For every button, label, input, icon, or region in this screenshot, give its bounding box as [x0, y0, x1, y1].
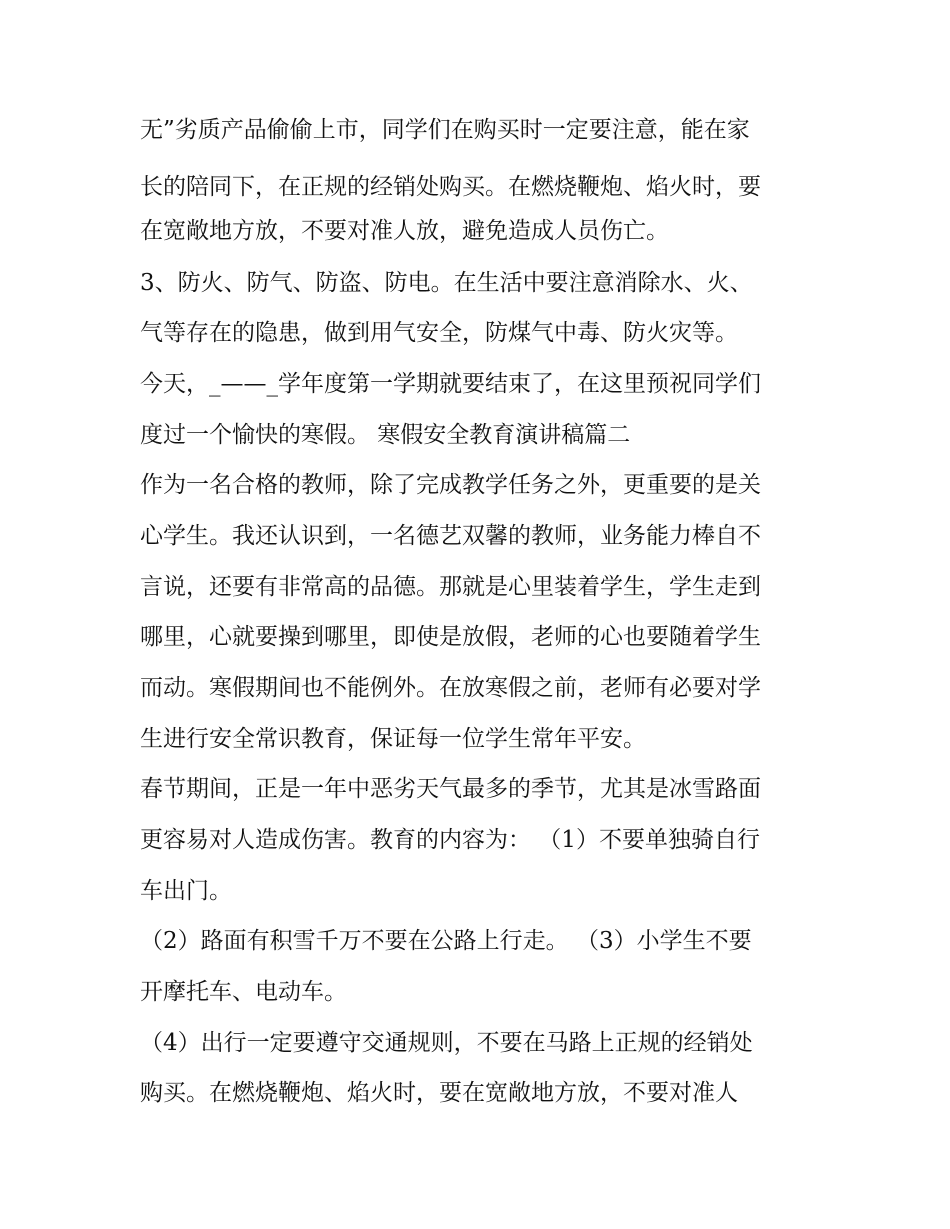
text-line-20: 购买。在燃烧鞭炮、焰火时，要在宽敞地方放，不要对准人 — [140, 1080, 738, 1106]
text-line-4: 3、防火、防气、防盗、防电。在生活中要注意消除水、火、 — [140, 270, 753, 296]
text-line-17: （2）路面有积雪千万不要在公路上行走。 （3）小学生不要 — [140, 928, 752, 954]
text-line-19: （4）出行一定要遵守交通规则，不要在马路上正规的经销处 — [140, 1030, 753, 1056]
text-line-2: 长的陪同下，在正规的经销处购买。在燃烧鞭炮、焰火时，要 — [140, 174, 761, 200]
text-line-5: 气等存在的隐患，做到用气安全，防煤气中毒、防火灾等。 — [140, 320, 738, 346]
text-line-7: 度过一个愉快的寒假。 寒假安全教育演讲稿篇二 — [140, 422, 631, 448]
text-line-3: 在宽敞地方放，不要对准人放，避免造成人员伤亡。 — [140, 218, 669, 244]
text-line-12: 而动。寒假期间也不能例外。在放寒假之前，老师有必要对学 — [140, 675, 761, 701]
text-line-9: 心学生。我还认识到，一名德艺双馨的教师，业务能力棒自不 — [140, 523, 761, 549]
text-line-8: 作为一名合格的教师，除了完成教学任务之外，更重要的是关 — [140, 472, 761, 498]
text-line-13: 生进行安全常识教育，保证每一位学生常年平安。 — [140, 726, 646, 752]
text-line-18: 开摩托车、电动车。 — [140, 979, 347, 1005]
text-line-1: 无”劣质产品偷偷上市，同学们在购买时一定要注意，能在家 — [140, 117, 750, 143]
text-line-10: 言说，还要有非常高的品德。那就是心里装着学生，学生走到 — [140, 574, 761, 600]
text-line-6: 今天，_——_学年度第一学期就要结束了，在这里预祝同学们 — [140, 371, 761, 397]
text-line-11: 哪里，心就要操到哪里，即使是放假，老师的心也要随着学生 — [140, 624, 761, 650]
text-line-16: 车出门。 — [140, 878, 232, 904]
text-line-15: 更容易对人造成伤害。教育的内容为： （1）不要单独骑自行 — [140, 827, 760, 853]
text-line-14: 春节期间，正是一年中恶劣天气最多的季节，尤其是冰雪路面 — [140, 776, 761, 802]
